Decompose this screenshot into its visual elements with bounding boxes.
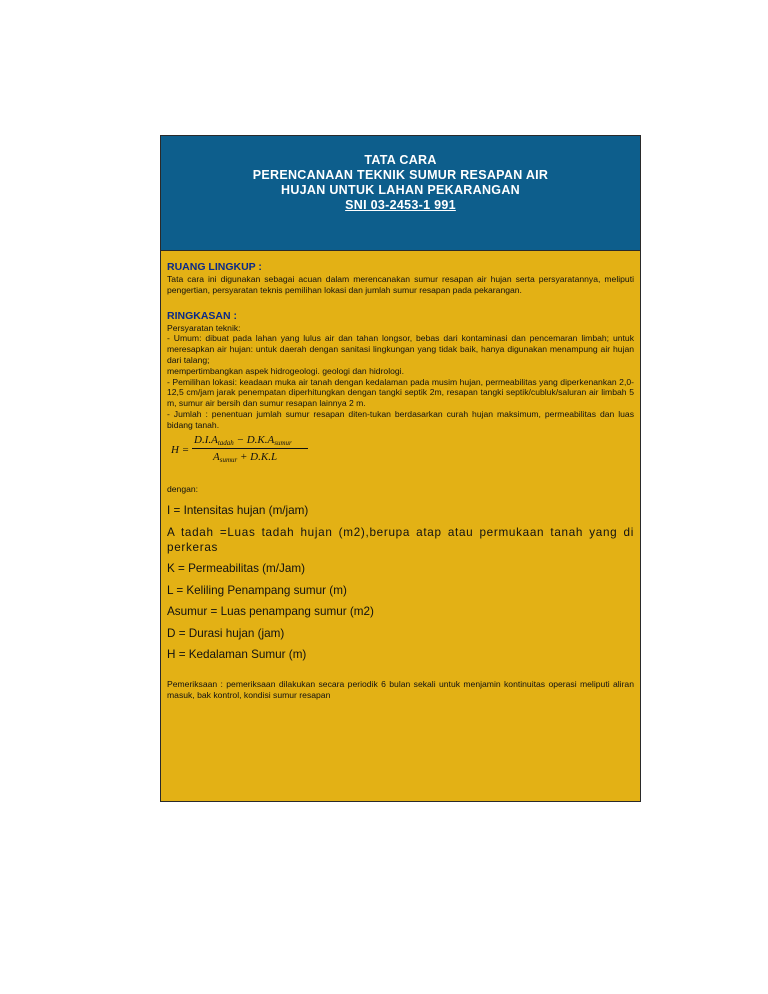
summary-title: RINGKASAN : [167,309,237,322]
document-content [161,251,640,701]
formula-num-b: − D.K.A [233,433,275,446]
scope-title: RUANG LINGKUP : [167,261,262,273]
summary-line-1: - Umum: dibuat pada lahan yang lulus air dan tahan longsor, bebas dari kontaminasi dan pencemaran limbah; untuk meresapkan air hujan: untuk daerah dengan sanitasi lingkungan yang tidak baik, hanya digunakan menampung air hujan dari talang; [167,333,634,365]
formula-den-a-sub: sumur [219,455,238,464]
title-line-3: HUJAN UNTUK LAHAN PEKARANGAN [281,183,520,197]
formula-num-a: D.I.A [194,433,218,446]
summary-line-2: mempertimbangkan aspek hidrogeologi. geologi dan hidrologi. [167,365,404,376]
fraction-bar [192,448,308,449]
title-banner [161,136,640,251]
document-card [160,135,641,802]
definitions-intro: dengan: [167,483,199,494]
title-line-1: TATA CARA [364,153,437,167]
inspection-text: Pemeriksaan : pemeriksaan dilakukan secara periodik 6 bulan sekali untuk menjamin kontinuitas operasi meliputi aliran masuk, bak kontrol, kondisi sumur resapan [167,679,634,701]
formula-denominator [213,451,277,464]
formula-num-b-sub: sumur [274,438,292,447]
scope-text: Tata cara ini digunakan sebagai acuan dalam merencanakan sumur resapan air hujan serta persyaratannya, meliputi pengertian, persyaratan teknis pemilihan lokasi dan jumlah sumur resapan pada pekarangan. [167,274,634,295]
title-line-2: PERENCANAAN TEKNIK SUMUR RESAPAN AIR [252,168,549,182]
summary-line-3: - Pemilihan lokasi: keadaan muka air tanah dengan kedalaman pada musim hujan, permeabilitas yang diperkenankan 2,0-12,5 cm/jam jarak penempatan diperhitungkan dengan tangki septik 2m, resapan tangki septik/cubluk/saluran air limbah 5 m, sumur air bersih dan sumur resapan lainnya 2 m. [167,376,634,409]
definition-item: H = Kedalaman Sumur (m) [167,648,307,662]
definition-item: L = Keliling Penampang sumur (m) [167,583,347,597]
formula-numerator [194,434,292,447]
definition-item: Asumur = Luas penampang sumur (m2) [167,605,374,619]
formula-lhs: H = [171,443,190,456]
summary-line-4: - Jumlah : penentuan jumlah sumur resapan diten-tukan berdasarkan curah hujan maksimum, permeabilitas dan luas bidang tanah. [167,408,634,430]
formula-den-a: A [213,450,220,463]
standard-code: SNI 03-2453-1 991 [345,198,456,212]
depth-formula [167,433,634,467]
definition-item: D = Durasi hujan (jam) [167,626,285,640]
formula-den-b: + D.K.L [237,450,278,463]
definition-item: I = Intensitas hujan (m/jam) [167,504,309,518]
definition-item: A tadah =Luas tadah hujan (m2),berupa atap atau permukaan tanah yang di perkeras [167,525,634,554]
summary-line-0: Persyaratan teknik: [167,322,241,333]
formula-num-a-sub: tadah [217,438,234,447]
definition-item: K = Permeabilitas (m/Jam) [167,562,306,576]
